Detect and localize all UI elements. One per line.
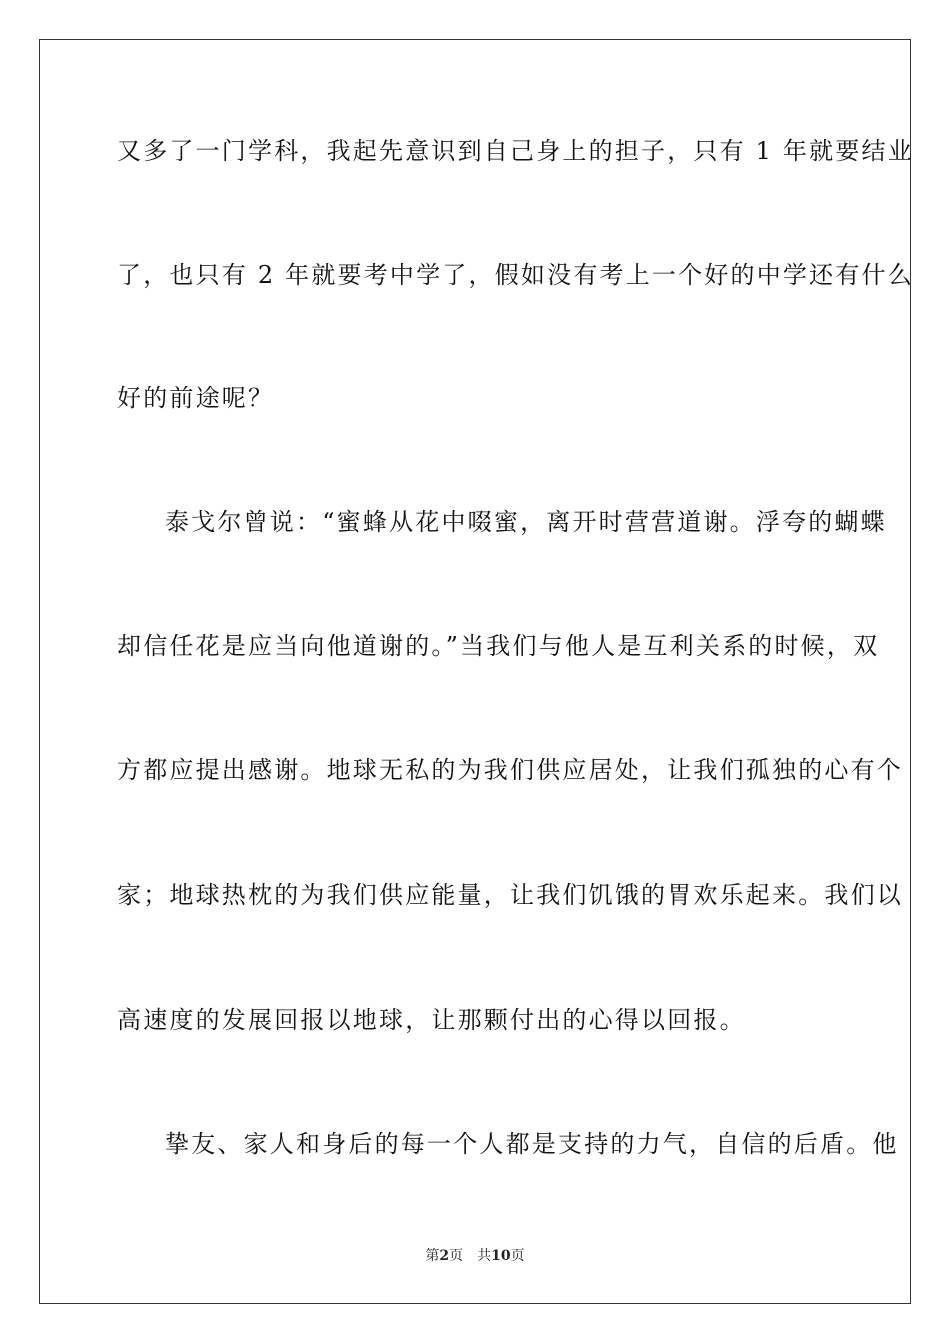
paragraph-line: 却信任花是应当向他道谢的。”当我们与他人是互利关系的时候，双	[117, 632, 880, 660]
paragraph-first-line: 泰戈尔曾说：“蜜蜂从花中啜蜜，离开时营营道谢。浮夸的蝴蝶	[165, 508, 887, 536]
paragraph-line: 家；地球热枕的为我们供应能量，让我们饥饿的胃欢乐起来。我们以	[117, 881, 903, 909]
footer-page-prefix: 第	[425, 1248, 440, 1264]
paragraph-line: 方都应提出感谢。地球无私的为我们供应居处，让我们孤独的心有个	[117, 756, 903, 784]
paragraph-line: 了，也只有 2 年就要考中学了，假如没有考上一个好的中学还有什么	[117, 261, 914, 289]
footer-page-suffix: 页	[449, 1248, 464, 1264]
paragraph-first-line: 挚友、家人和身后的每一个人都是支持的力气，自信的后盾。他	[165, 1130, 899, 1158]
footer-total-suffix: 页	[510, 1248, 525, 1264]
footer-total-prefix: 共	[477, 1248, 492, 1264]
footer-total-pages: 10	[491, 1248, 511, 1264]
footer-page-number: 2	[439, 1248, 450, 1264]
paragraph-line: 好的前途呢？	[117, 384, 275, 412]
page-border	[39, 39, 914, 1304]
paragraph-line: 高速度的发展回报以地球，让那颗付出的心得以回报。	[117, 1006, 746, 1034]
page-footer	[0, 1247, 950, 1265]
paragraph-line: 又多了一门学科，我起先意识到自己身上的担子，只有 1 年就要结业	[117, 137, 914, 165]
